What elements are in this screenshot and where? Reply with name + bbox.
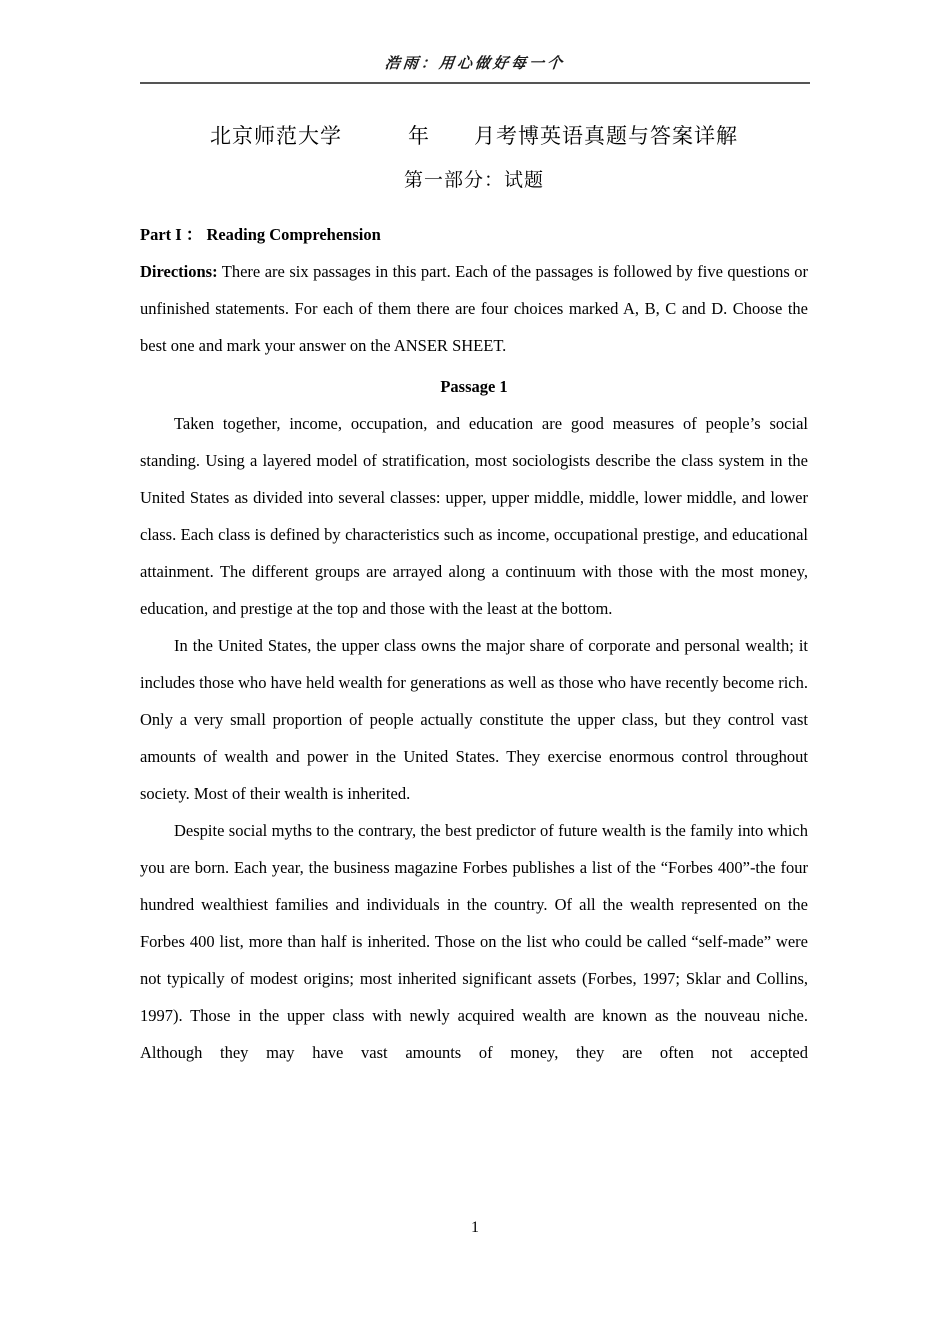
page-number: 1: [471, 1219, 479, 1236]
document-body: [140, 116, 808, 1071]
passage-heading: Passage 1: [440, 377, 508, 396]
passage-paragraph-2: In the United States, the upper class owns the major share of corporate and personal wealth; it includes those who have held wealth for generations as well as those who have recently become rich. Only a very small proportion of people actually constitute the upper class, but they control vast amounts of wealth and power in the United States. They exercise enormous control throughout society. Most of their wealth is inherited.: [140, 636, 808, 803]
directions-text: There are six passages in this part. Each of the passages is followed by five questions or unfinished statements. For each of them there are four choices marked A, B, C and D. Choose the best one and mark your answer on the ANSER SHEET.: [140, 262, 808, 355]
running-header-text: 浩雨：用心做好每一个: [384, 54, 566, 72]
document-subtitle: 第一部分：试题: [403, 170, 544, 191]
running-header: [140, 52, 810, 84]
directions-paragraph: [140, 253, 808, 364]
passage-paragraph-1: Taken together, income, occupation, and education are good measures of people’s social standing. Using a layered model of stratification, most sociologists describe the class system in the United States as divided into several classes: upper, upper middle, middle, lower middle, and lower class. Each class is defined by characteristics such as income, occupational prestige, and educational attainment. The different groups are arrayed along a continuum with those with the most money, education, and prestige at the top and those with the least at the bottom.: [140, 414, 808, 618]
passage-paragraph-3: Despite social myths to the contrary, the best predictor of future wealth is the family into which you are born. Each year, the business magazine Forbes publishes a list of the “Forbes 400”-the four hundred wealthiest families and individuals in the country. Of all the wealth represented on the Forbes 400 list, more than half is inherited. Those on the list who could be called “self-made” were not typically of modest origins; most inherited significant assets (Forbes, 1997; Sklar and Collins, 1997). Those in the upper class with newly acquired wealth are known as the nouveau niche. Although they may have vast amounts of money, they are often not accepted: [140, 821, 808, 1062]
directions-label: Directions:: [140, 262, 218, 281]
document-title: 北京师范大学 年 月考博英语真题与答案详解: [210, 124, 738, 148]
part-heading: Part I ： Reading Comprehension: [140, 225, 381, 244]
header-divider-rule: [140, 82, 810, 84]
